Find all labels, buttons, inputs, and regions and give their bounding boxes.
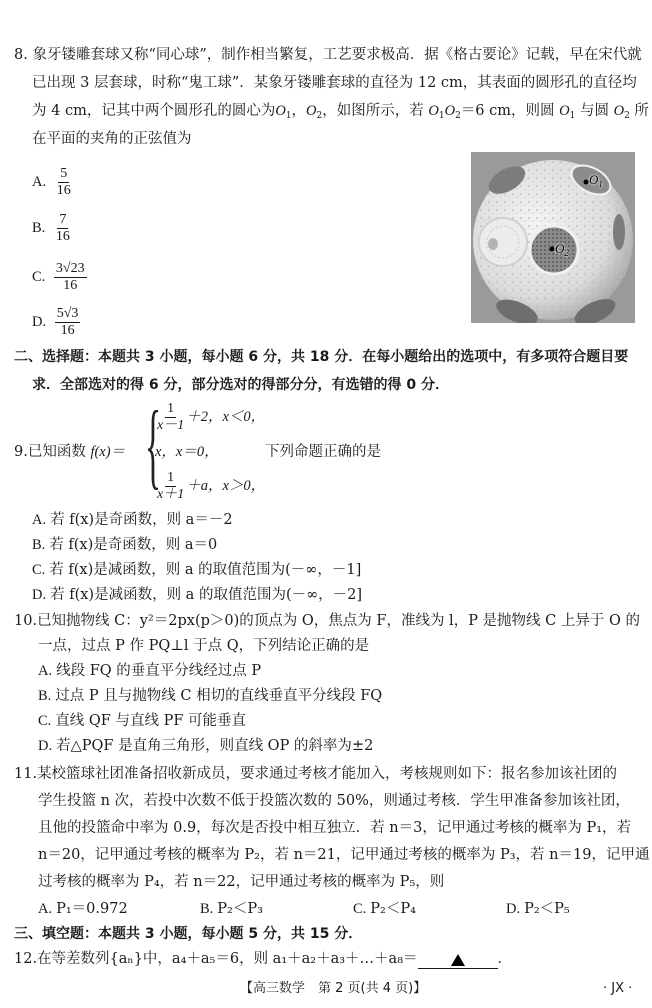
text: 与圆 bbox=[575, 103, 614, 119]
sub: 1 bbox=[598, 179, 603, 189]
option-text: 直线 QF 与直线 PF 可能垂直 bbox=[55, 713, 246, 729]
option-text: 若 f(x)是奇函数，则 a＝0 bbox=[49, 537, 218, 553]
option-label: B. bbox=[32, 220, 46, 236]
var-o1: O bbox=[428, 103, 439, 119]
q12-stem bbox=[14, 949, 512, 969]
q9-suffix: 下列命题正确的是 bbox=[265, 444, 381, 460]
sub: 2 bbox=[564, 248, 569, 258]
q10-number: 10. bbox=[14, 613, 38, 629]
q11-line5: 过考核的概率为 P₄，若 n＝22，记甲通过考核的概率为 P₅，则 bbox=[38, 874, 445, 890]
fraction bbox=[155, 401, 186, 434]
answer-blank[interactable] bbox=[418, 951, 498, 969]
piecewise-brace: { bbox=[145, 391, 162, 498]
numerator: 7 bbox=[59, 211, 67, 227]
option-label: A. bbox=[32, 512, 47, 528]
text: ，如图所示，若 bbox=[322, 103, 429, 119]
q11-text-1: 某校篮球社团准备招收新成员，要求通过考核才能加入，考核规则如下：报名参加该社团的 bbox=[37, 766, 618, 782]
option-label: C. bbox=[32, 269, 46, 285]
option-text: P₂＜P₅ bbox=[524, 901, 570, 917]
numerator: 3√23 bbox=[55, 260, 85, 276]
sub: 1 bbox=[438, 111, 445, 121]
option-label: A. bbox=[38, 663, 53, 679]
label-o1 bbox=[589, 172, 603, 189]
option-text: P₂＜P₃ bbox=[217, 901, 263, 917]
q11-line2: 学生投篮 n 次，若投中次数不低于投篮次数的 50%，则通过考核．学生甲准备参加该社团， bbox=[38, 793, 630, 809]
q8-option-d bbox=[32, 304, 80, 340]
q8-option-a bbox=[32, 164, 73, 200]
option-label: A. bbox=[32, 174, 47, 190]
var-o2: O bbox=[444, 103, 456, 119]
q12-number: 12. bbox=[14, 951, 38, 967]
q9-stem bbox=[14, 442, 125, 462]
q9-number: 9. bbox=[14, 444, 28, 460]
option-label: B. bbox=[38, 688, 52, 704]
section-3-heading: 三、填空题：本题共 3 小题，每小题 5 分，共 15 分． bbox=[14, 926, 363, 942]
ivory-ball-figure bbox=[471, 152, 635, 323]
var-o1: O bbox=[559, 103, 570, 119]
q8-text-3: 为 4 cm，记其中两个圆形孔的圆心为 bbox=[32, 103, 276, 119]
q10-option-d bbox=[38, 736, 373, 756]
q8-line1 bbox=[14, 45, 642, 65]
q10-option-b bbox=[38, 686, 382, 706]
label-o2 bbox=[555, 241, 569, 258]
q12-text: 在等差数列{aₙ}中，a₄＋a₅＝6，则 a₁＋a₂＋a₃＋…＋a₈＝ bbox=[37, 951, 418, 967]
denominator: 16 bbox=[63, 277, 78, 293]
sub: 1 bbox=[285, 111, 292, 121]
q10-text-1: 已知抛物线 C：y²＝2px(p＞0)的顶点为 O，焦点为 F，准线为 l，P 是抛物线 C 上异于 O 的 bbox=[37, 613, 640, 629]
denominator: 16 bbox=[60, 322, 75, 338]
option-text: 若 f(x)是奇函数，则 a＝－2 bbox=[50, 512, 233, 528]
denominator: x－1 bbox=[157, 417, 185, 433]
fraction bbox=[55, 306, 81, 339]
text: 所 bbox=[629, 103, 649, 119]
q11-number: 11. bbox=[14, 766, 38, 782]
option-label: D. bbox=[38, 738, 53, 754]
option-label: C. bbox=[38, 713, 52, 729]
q8-text-1: 象牙镂雕套球又称“同心球”，制作相当繁复，工艺要求极高．据《格古要论》记载，早在宋代就 bbox=[32, 47, 642, 63]
q9-option-d bbox=[32, 585, 362, 605]
q9-case-2 bbox=[155, 442, 219, 462]
option-label: D. bbox=[506, 901, 521, 917]
case-rest: ＋a，x＞0， bbox=[186, 478, 266, 494]
option-label: D. bbox=[32, 587, 47, 603]
q10-line2: 一点，过点 P 作 PQ⊥l 于点 Q，下列结论正确的是 bbox=[38, 638, 370, 654]
q10-option-c bbox=[38, 711, 246, 731]
option-label: D. bbox=[32, 314, 47, 330]
denominator: x＋1 bbox=[157, 486, 185, 502]
label-o: O bbox=[555, 241, 565, 256]
numerator: 1 bbox=[167, 469, 175, 485]
q10-line1 bbox=[14, 611, 640, 631]
q9-option-a bbox=[32, 510, 233, 530]
function-fx: f(x)＝ bbox=[90, 444, 126, 460]
section-2-heading-line1: 二、选择题：本题共 3 小题，每小题 6 分，共 18 分．在每小题给出的选项中，有多项符合题目要 bbox=[14, 349, 629, 365]
q9-option-b bbox=[32, 535, 217, 555]
q11-option-a bbox=[38, 899, 128, 919]
numerator: 1 bbox=[167, 400, 175, 416]
sub: 1 bbox=[569, 111, 576, 121]
fraction bbox=[155, 470, 186, 503]
section-2-heading-line2: 求．全部选对的得 6 分，部分选对的得部分分，有选错的得 0 分． bbox=[32, 377, 449, 393]
q8-option-c bbox=[32, 259, 87, 295]
ivory-ball-image bbox=[471, 152, 635, 323]
case-expr: x，x＝0， bbox=[155, 444, 219, 460]
q8-option-b bbox=[32, 210, 72, 246]
q9-case-3 bbox=[155, 468, 265, 504]
point-o2 bbox=[550, 247, 555, 252]
option-text: P₁＝0.972 bbox=[56, 901, 128, 917]
page-footer: 【高三数学 第 2 页(共 4 页)】 bbox=[240, 981, 427, 996]
option-label: C. bbox=[353, 901, 367, 917]
triangle-icon bbox=[451, 954, 465, 966]
option-text: 若 f(x)是减函数，则 a 的取值范围为(－∞，－1] bbox=[49, 562, 362, 578]
numerator: 5 bbox=[60, 165, 68, 181]
option-text: P₂＜P₄ bbox=[370, 901, 416, 917]
q8-number: 8. bbox=[14, 47, 28, 63]
q11-line3: 且他的投篮命中率为 0.9，每次是否投中相互独立．若 n＝3，记甲通过考核的概率为 P₁，若 bbox=[38, 820, 632, 836]
sub: 2 bbox=[624, 111, 630, 121]
q8-line3 bbox=[32, 101, 649, 126]
option-label: C. bbox=[32, 562, 46, 578]
comma: ， bbox=[291, 103, 307, 119]
var-o1: O bbox=[275, 103, 286, 119]
q11-option-d bbox=[506, 899, 570, 919]
q10-option-a bbox=[38, 661, 261, 681]
q8-line2: 已出现 3 层套球，时称“鬼工球”．某象牙镂雕套球的直径为 12 cm，其表面的圆形孔的直径均 bbox=[32, 75, 637, 91]
q9-case-1 bbox=[155, 399, 265, 435]
q9-option-c bbox=[32, 560, 361, 580]
option-label: B. bbox=[32, 537, 46, 553]
option-text: 若 f(x)是减函数，则 a 的取值范围为(－∞，－2] bbox=[50, 587, 363, 603]
var-o2: O bbox=[306, 103, 317, 119]
q11-line4: n＝20，记甲通过考核的概率为 P₂，若 n＝21，记甲通过考核的概率为 P₃，若 n＝19，记甲通 bbox=[38, 847, 650, 863]
denominator: 16 bbox=[55, 228, 70, 244]
fraction bbox=[54, 212, 72, 245]
fraction bbox=[55, 166, 73, 199]
footer-code: · JX · bbox=[603, 981, 633, 996]
q9-prefix: 已知函数 bbox=[27, 444, 91, 460]
numerator: 5√3 bbox=[56, 305, 79, 321]
option-label: A. bbox=[38, 901, 53, 917]
q12-end: ． bbox=[497, 951, 513, 967]
var-o2: O bbox=[613, 103, 625, 119]
q11-option-c bbox=[353, 899, 416, 919]
option-text: 过点 P 且与抛物线 C 相切的直线垂直平分线段 FQ bbox=[55, 688, 383, 704]
fraction bbox=[54, 261, 87, 294]
denominator: 16 bbox=[56, 182, 71, 198]
option-text: 若△PQF 是直角三角形，则直线 OP 的斜率为±2 bbox=[56, 738, 374, 754]
text: ＝6 cm，则圆 bbox=[460, 103, 560, 119]
option-text: 线段 FQ 的垂直平分线经过点 P bbox=[56, 663, 262, 679]
sub: 2 bbox=[455, 111, 461, 121]
option-label: B. bbox=[200, 901, 214, 917]
q11-line1 bbox=[14, 764, 617, 784]
sub: 2 bbox=[316, 111, 323, 121]
q8-line4: 在平面的夹角的正弦值为 bbox=[32, 131, 192, 147]
point-o1 bbox=[584, 180, 589, 185]
q11-option-b bbox=[200, 899, 263, 919]
label-o: O bbox=[589, 172, 599, 187]
case-rest: ＋2，x＜0， bbox=[186, 409, 266, 425]
